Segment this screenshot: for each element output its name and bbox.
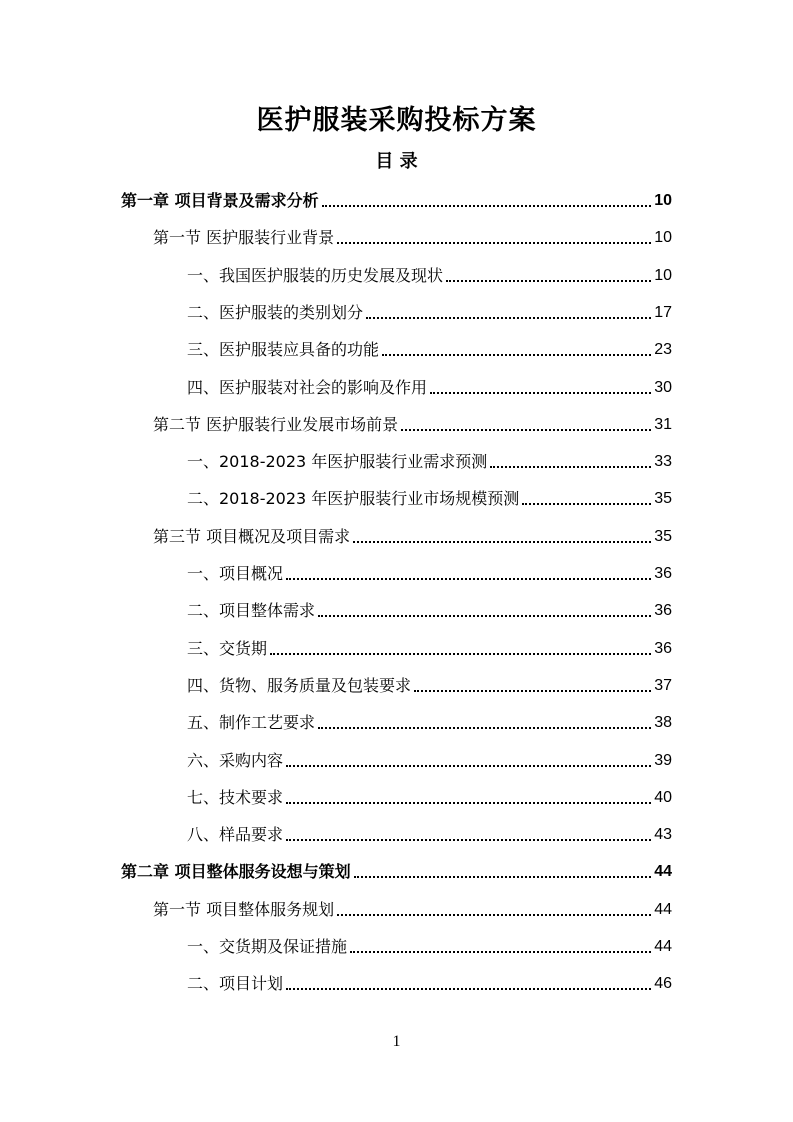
toc-entry-label: 一、项目概况	[187, 564, 284, 583]
toc-heading: 目 录	[375, 151, 418, 172]
toc-entry[interactable]	[153, 524, 672, 550]
toc-entry-label: 三、医护服装应具备的功能	[187, 340, 380, 360]
toc-leader-dots	[337, 914, 651, 916]
toc-leader-dots	[286, 839, 651, 841]
toc-entry[interactable]	[187, 748, 672, 774]
document-title: 医护服装采购投标方案	[256, 105, 537, 136]
toc-entry-label: 二、2018-2023 年医护服装行业市场规模预测	[187, 489, 520, 509]
toc-entry-page: 17	[654, 303, 672, 321]
toc-entry-page: 44	[654, 863, 672, 881]
toc-entry[interactable]	[187, 300, 672, 326]
toc-entry-page: 31	[654, 415, 672, 433]
toc-entry-label: 二、项目计划	[187, 974, 284, 994]
toc-leader-dots	[286, 765, 651, 767]
toc-leader-dots	[286, 988, 651, 990]
page-number: 1	[392, 1033, 401, 1050]
toc-entry-label: 第二节 医护服装行业发展市场前景	[153, 414, 399, 434]
toc-entry[interactable]	[187, 971, 672, 997]
toc-leader-dots	[366, 317, 651, 319]
toc-leader-dots	[353, 541, 651, 543]
toc-entry-page: 30	[654, 378, 672, 396]
toc-entry-page: 43	[654, 826, 672, 844]
toc-entry[interactable]	[121, 188, 672, 214]
toc-entry-label: 第一节 医护服装行业背景	[153, 228, 335, 248]
toc-entry-label: 一、我国医护服装的历史发展及现状	[187, 265, 444, 285]
toc-entry-label: 五、制作工艺要求	[187, 713, 316, 733]
toc-entry-label: 一、2018-2023 年医护服装行业需求预测	[187, 452, 488, 472]
toc-entry-label: 三、交货期	[187, 638, 268, 658]
toc-entry-page: 36	[654, 565, 672, 582]
toc-entry-label: 第一章 项目背景及需求分析	[121, 191, 319, 210]
toc-entry-label: 二、项目整体需求	[187, 601, 316, 621]
toc-entry[interactable]	[187, 561, 672, 587]
toc-leader-dots	[414, 690, 651, 692]
toc-entry[interactable]	[187, 710, 672, 736]
toc-entry-label: 八、样品要求	[187, 825, 284, 845]
toc-entry-page: 10	[654, 229, 672, 247]
toc-entry-page: 44	[654, 900, 672, 918]
toc-entry[interactable]	[187, 449, 672, 475]
toc-entry-page: 36	[654, 639, 672, 657]
toc-entry-page: 46	[654, 975, 672, 993]
toc-leader-dots	[286, 802, 651, 804]
toc-entry[interactable]	[187, 673, 672, 699]
toc-entry-page: 33	[654, 453, 672, 471]
toc-entry[interactable]	[121, 859, 672, 885]
toc-leader-dots	[430, 392, 651, 394]
toc-entry-page: 38	[654, 714, 672, 732]
toc-entry-label: 一、交货期及保证措施	[187, 937, 348, 956]
toc-entry-page: 35	[654, 527, 672, 545]
toc-entry[interactable]	[153, 412, 672, 438]
toc-leader-dots	[446, 280, 651, 282]
toc-entry[interactable]	[153, 897, 672, 923]
toc-leader-dots	[490, 466, 651, 468]
toc-entry[interactable]	[153, 225, 672, 251]
toc-entry[interactable]	[187, 934, 672, 960]
toc-entry-page: 37	[654, 676, 672, 694]
toc-leader-dots	[286, 578, 651, 580]
toc-entry[interactable]	[187, 263, 672, 289]
toc-entry[interactable]	[187, 822, 672, 848]
toc-entry-page: 44	[654, 938, 672, 955]
toc-entry-page: 23	[654, 341, 672, 359]
toc-leader-dots	[382, 354, 651, 356]
toc-leader-dots	[322, 205, 652, 207]
toc-entry-label: 七、技术要求	[187, 787, 284, 807]
toc-entry-page: 10	[654, 266, 672, 284]
toc-leader-dots	[318, 615, 651, 617]
toc-entry-page: 39	[654, 751, 672, 769]
toc-leader-dots	[337, 242, 651, 244]
toc-entry[interactable]	[187, 598, 672, 624]
toc-entry-label: 第二章 项目整体服务设想与策划	[121, 862, 351, 882]
toc-entry[interactable]	[187, 636, 672, 662]
toc-leader-dots	[350, 951, 651, 953]
toc-entry-label: 四、货物、服务质量及包装要求	[187, 675, 412, 695]
toc-entry-page: 40	[654, 788, 672, 806]
toc-entry[interactable]	[187, 785, 672, 811]
toc-entry-label: 六、采购内容	[187, 750, 284, 770]
toc-entry-page: 10	[654, 192, 672, 209]
toc-leader-dots	[270, 653, 651, 655]
toc-leader-dots	[354, 876, 652, 878]
toc-entry-label: 二、医护服装的类别划分	[187, 302, 364, 322]
toc-entry[interactable]	[187, 375, 672, 401]
toc-entry-label: 四、医护服装对社会的影响及作用	[187, 377, 428, 397]
toc-leader-dots	[522, 503, 651, 505]
toc-entry-page: 35	[654, 490, 672, 508]
toc-leader-dots	[318, 727, 651, 729]
toc-leader-dots	[401, 429, 651, 431]
toc-entry[interactable]	[187, 337, 672, 363]
toc-entry-label: 第三节 项目概况及项目需求	[153, 526, 351, 546]
toc-entry-page: 36	[654, 602, 672, 620]
toc-entry-label: 第一节 项目整体服务规划	[153, 899, 335, 919]
toc-entry[interactable]	[187, 486, 672, 512]
